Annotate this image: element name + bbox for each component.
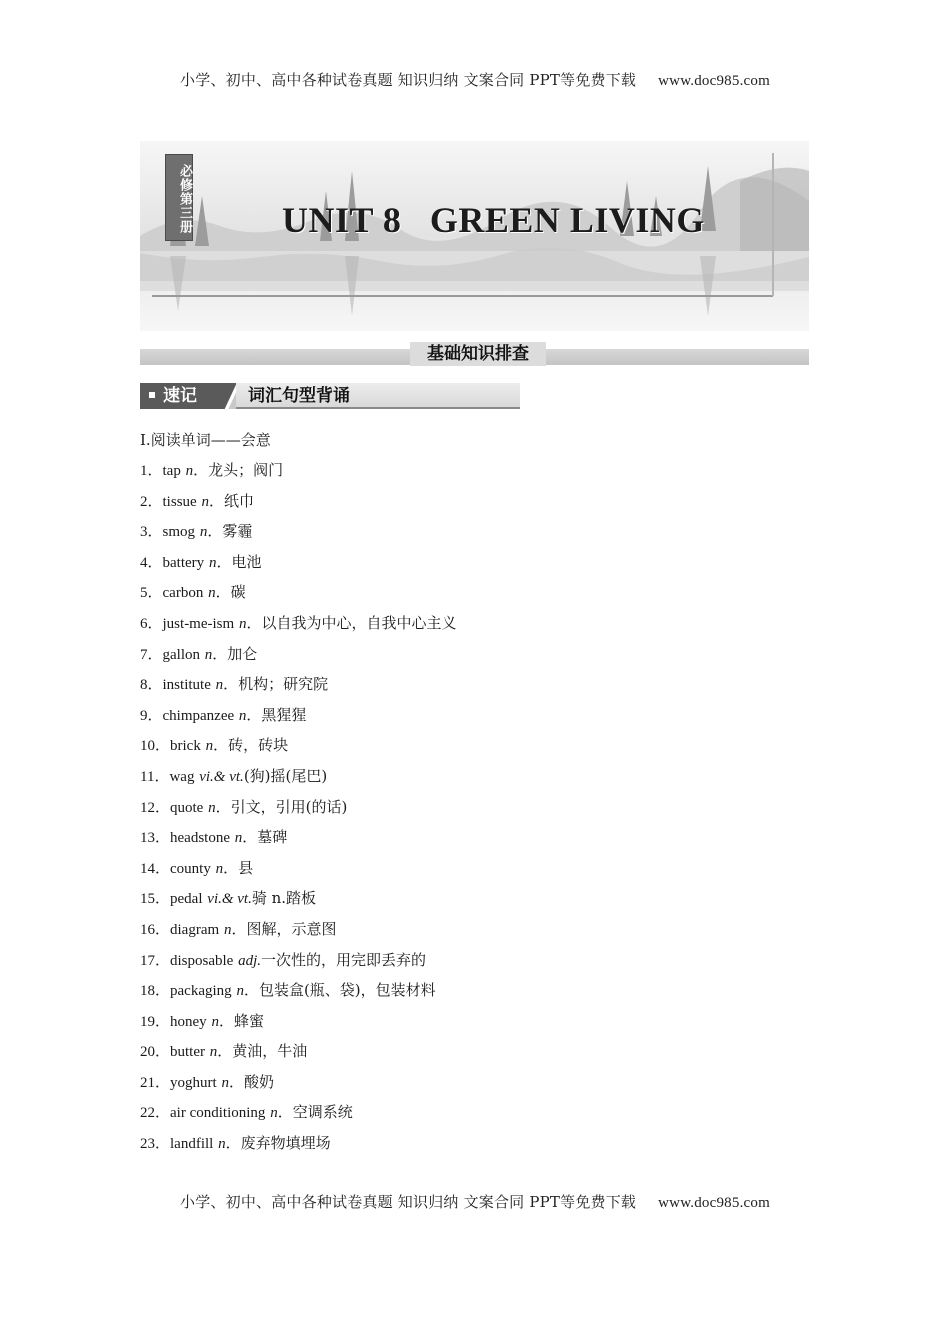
- list-item: [140, 1040, 456, 1071]
- item-word: headstone: [170, 830, 230, 847]
- item-word: packaging: [170, 983, 232, 1000]
- item-number: 23．: [140, 1136, 171, 1153]
- item-word: institute: [162, 677, 211, 694]
- item-word: county: [170, 860, 211, 877]
- item-meaning: ．碳: [215, 583, 246, 602]
- item-meaning: ．黑猩猩: [246, 705, 307, 724]
- list-item: [140, 643, 456, 674]
- list-item: [140, 887, 456, 918]
- item-meaning: ．蜂蜜: [218, 1011, 264, 1030]
- item-meaning: ．机构；研究院: [223, 675, 329, 694]
- list-item: [140, 1010, 456, 1041]
- item-meaning: 一次性的，用完即丢弃的: [261, 950, 427, 969]
- footer-text: 小学、初中、高中各种试卷真题 知识归纳 文案合同 PPT等免费下载: [180, 1193, 637, 1211]
- list-item: [140, 551, 456, 582]
- item-part-of-speech: n: [221, 1074, 229, 1091]
- item-part-of-speech: n: [211, 1013, 219, 1030]
- item-meaning: ．黄油，牛油: [217, 1042, 308, 1061]
- tab-left: [140, 383, 230, 409]
- list-item: [140, 520, 456, 551]
- frame-line: [772, 153, 774, 296]
- list-item: [140, 673, 456, 704]
- item-number: 7．: [140, 646, 163, 663]
- vocab-list: [140, 459, 456, 1163]
- item-meaning: ．酸奶: [228, 1072, 274, 1091]
- item-meaning: (狗)摇(尾巴): [243, 766, 328, 785]
- item-part-of-speech: n: [238, 707, 247, 724]
- item-part-of-speech: n: [208, 585, 216, 602]
- item-number: 1．: [140, 463, 163, 479]
- unit-title: UNIT 8 GREEN LIVING: [282, 200, 705, 240]
- item-word: landfill: [170, 1136, 214, 1153]
- item-meaning: ．空调系统: [277, 1103, 353, 1122]
- list-item: [140, 581, 456, 612]
- list-item: [140, 918, 456, 949]
- list-item: [140, 857, 456, 888]
- item-number: 6．: [140, 615, 163, 632]
- list-item: [140, 826, 456, 857]
- list-item: [140, 704, 456, 735]
- header-text: 小学、初中、高中各种试卷真题 知识归纳 文案合同 PPT等免费下载: [180, 71, 637, 89]
- vocab-heading: Ⅰ.阅读单词——会意: [140, 431, 271, 449]
- item-word: pedal: [170, 891, 203, 908]
- item-word: quote: [170, 799, 204, 816]
- unit-banner: [140, 141, 809, 331]
- list-item: [140, 979, 456, 1010]
- list-item: [140, 1101, 456, 1132]
- item-number: 2．: [140, 493, 163, 510]
- item-word: wag: [169, 768, 195, 785]
- item-number: 13．: [140, 830, 171, 847]
- item-word: air conditioning: [170, 1105, 266, 1122]
- item-part-of-speech: n: [185, 463, 194, 479]
- list-item: [140, 612, 456, 643]
- item-number: 22．: [140, 1105, 171, 1122]
- page-header: [0, 69, 950, 90]
- item-number: 17．: [140, 952, 171, 969]
- item-part-of-speech: n: [234, 830, 243, 847]
- section-bar: [140, 344, 809, 365]
- item-number: 12．: [140, 799, 171, 816]
- item-word: just-me-ism: [162, 615, 235, 632]
- item-part-of-speech: n: [208, 799, 216, 816]
- item-number: 4．: [140, 554, 163, 571]
- volume-tag: 必修第三册: [165, 154, 193, 241]
- item-part-of-speech: vi.& vt.: [207, 891, 252, 908]
- item-word: tissue: [162, 493, 197, 510]
- item-number: 5．: [140, 585, 163, 602]
- list-item: [140, 1071, 456, 1102]
- item-number: 18．: [140, 983, 171, 1000]
- item-meaning: ．纸巾: [208, 491, 254, 510]
- list-item: [140, 1132, 456, 1163]
- item-part-of-speech: n: [238, 615, 247, 632]
- item-word: honey: [170, 1013, 207, 1030]
- list-item: [140, 765, 456, 796]
- item-meaning: ．加仑: [212, 644, 258, 663]
- tab-right-label: 词汇句型背诵: [248, 386, 350, 406]
- header-site: www.doc985.com: [658, 73, 770, 89]
- item-meaning: ．电池: [216, 552, 262, 571]
- item-meaning: ．废弃物填埋场: [225, 1134, 331, 1153]
- item-word: gallon: [162, 646, 201, 663]
- item-part-of-speech: n: [199, 524, 208, 541]
- item-meaning: ．包装盒(瓶、袋)，包装材料: [243, 981, 436, 1000]
- item-word: carbon: [162, 585, 204, 602]
- list-item: [140, 949, 456, 980]
- item-number: 14．: [140, 860, 171, 877]
- frame-line: [152, 295, 773, 297]
- list-item: [140, 796, 456, 827]
- list-item: [140, 490, 456, 521]
- item-number: 8．: [140, 677, 163, 694]
- item-number: 20．: [140, 1044, 171, 1061]
- item-meaning: ．以自我为中心，自我中心主义: [246, 613, 457, 632]
- item-part-of-speech: n: [223, 921, 232, 938]
- subsection-tab: [140, 383, 520, 411]
- item-part-of-speech: n: [208, 554, 217, 571]
- item-number: 11．: [140, 768, 170, 785]
- page-footer: [0, 1191, 950, 1212]
- item-word: disposable: [170, 952, 234, 969]
- item-meaning: ．雾霾: [207, 522, 253, 541]
- item-word: chimpanzee: [162, 707, 235, 724]
- item-word: diagram: [170, 921, 220, 938]
- item-meaning: 骑 n.踏板: [251, 889, 317, 908]
- item-meaning: ．砖，砖块: [213, 736, 289, 755]
- item-number: 15．: [140, 891, 171, 908]
- item-number: 21．: [140, 1074, 171, 1091]
- item-part-of-speech: n: [236, 983, 244, 1000]
- item-number: 19．: [140, 1013, 171, 1030]
- item-number: 3．: [140, 524, 163, 541]
- item-part-of-speech: n: [218, 1136, 226, 1153]
- footer-site: www.doc985.com: [658, 1195, 770, 1211]
- item-meaning: ．引文，引用(的话): [215, 797, 348, 816]
- item-part-of-speech: n: [270, 1105, 278, 1122]
- item-meaning: ．龙头；阀门: [193, 461, 284, 479]
- item-part-of-speech: vi.& vt.: [199, 768, 244, 785]
- list-item: [140, 734, 456, 765]
- item-word: tap: [162, 463, 181, 479]
- item-word: battery: [162, 554, 205, 571]
- item-number: 16．: [140, 921, 171, 938]
- item-number: 10．: [140, 738, 171, 755]
- tab-left-label: 速记: [163, 386, 197, 406]
- list-item: [140, 459, 456, 490]
- item-meaning: ．图解，示意图: [231, 919, 337, 938]
- tab-right: [236, 383, 520, 409]
- item-part-of-speech: n: [201, 493, 209, 510]
- square-icon: [149, 392, 155, 398]
- section-title: 基础知识排查: [410, 342, 546, 366]
- item-word: brick: [170, 738, 201, 755]
- item-part-of-speech: n: [205, 738, 214, 755]
- item-part-of-speech: n: [215, 677, 224, 694]
- item-number: 9．: [140, 707, 163, 724]
- item-word: butter: [170, 1044, 206, 1061]
- item-part-of-speech: n: [215, 860, 224, 877]
- item-part-of-speech: n: [204, 646, 213, 663]
- item-meaning: ．墓碑: [242, 828, 288, 847]
- item-meaning: ．县: [223, 858, 254, 877]
- item-word: smog: [162, 524, 196, 541]
- item-part-of-speech: adj.: [238, 952, 262, 969]
- item-word: yoghurt: [170, 1074, 217, 1091]
- item-part-of-speech: n: [209, 1044, 218, 1061]
